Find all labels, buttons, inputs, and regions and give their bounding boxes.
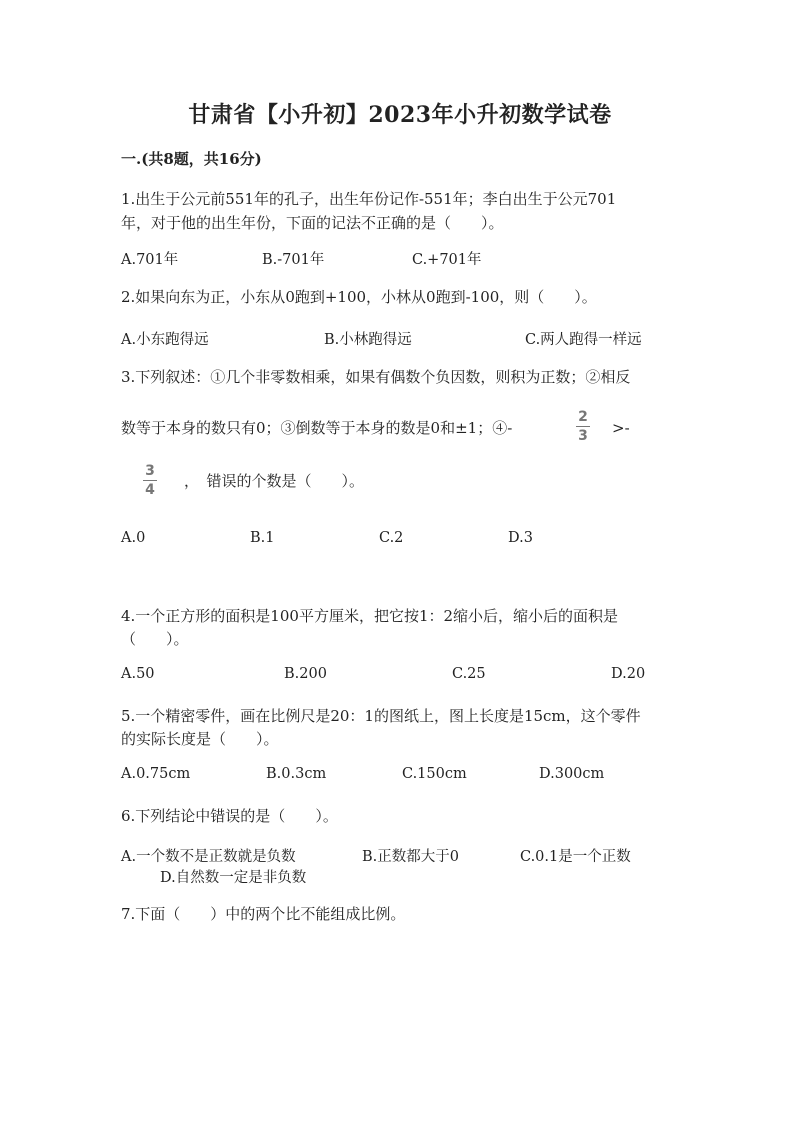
question-3-option-b: B.1 — [250, 530, 275, 546]
fraction-1-numerator: 2 — [578, 409, 588, 425]
question-5-option-b: B.0.3cm — [266, 766, 327, 782]
greater-than-minus: >- — [612, 419, 630, 437]
fraction-2-numerator: 3 — [145, 463, 155, 479]
question-6-option-b: B.正数都大于0 — [362, 849, 459, 865]
question-3-option-d: D.3 — [508, 530, 533, 546]
question-6-line-1: 6.下列结论中错误的是（ ）。 — [121, 807, 338, 825]
question-1-line-1: 1.出生于公元前551年的孔子，出生年份记作-551年；李白出生于公元701 — [121, 190, 617, 208]
question-1-option-c: C.+701年 — [412, 252, 482, 268]
question-5-option-c: C.150cm — [402, 766, 467, 782]
question-5-option-a: A.0.75cm — [121, 766, 191, 782]
question-5-line-1: 5.一个精密零件，画在比例尺是20：1的图纸上，图上长度是15cm，这个零件 — [121, 707, 641, 725]
question-2-option-a: A.小东跑得远 — [121, 332, 209, 348]
fraction-2-denominator: 4 — [145, 482, 155, 498]
fraction-1-bar — [576, 426, 590, 427]
question-6-option-a: A.一个数不是正数就是负数 — [121, 849, 296, 865]
question-3-line-2: 数等于本身的数只有0；③倒数等于本身的数是0和±1；④- — [121, 419, 513, 437]
question-2-option-c: C.两人跑得一样远 — [525, 332, 642, 348]
question-5-line-2: 的实际长度是（ ）。 — [121, 730, 279, 748]
fraction-1-denominator: 3 — [578, 428, 588, 444]
question-6-option-d: D.自然数一定是非负数 — [160, 870, 307, 886]
question-3-line-1: 3.下列叙述：①几个非零数相乘，如果有偶数个负因数，则积为正数；②相反 — [121, 368, 631, 386]
question-4-option-b: B.200 — [284, 666, 327, 682]
question-4-line-1: 4.一个正方形的面积是100平方厘米，把它按1：2缩小后，缩小后的面积是 — [121, 607, 619, 625]
question-3-option-c: C.2 — [379, 530, 404, 546]
question-1-option-a: A.701年 — [121, 252, 179, 268]
fraction-two-thirds — [575, 409, 591, 444]
question-4-option-c: C.25 — [452, 666, 486, 682]
fraction-three-quarters — [142, 463, 158, 498]
fraction-2-bar — [143, 480, 157, 481]
question-1-line-2: 年，对于他的出生年份，下面的记法不正确的是（ ）。 — [121, 214, 504, 232]
question-3-option-a: A.0 — [121, 530, 146, 546]
question-5-option-d: D.300cm — [539, 766, 605, 782]
question-3-line-3: ， 错误的个数是（ ）。 — [184, 472, 365, 490]
question-2-option-b: B.小林跑得远 — [324, 332, 412, 348]
question-6-option-c: C.0.1是一个正数 — [520, 849, 631, 865]
question-1-option-b: B.-701年 — [262, 252, 325, 268]
question-4-line-2: （ ）。 — [121, 630, 189, 648]
page-title: 甘肃省【小升初】2023年小升初数学试卷 — [188, 102, 612, 128]
question-7-line-1: 7.下面（ ）中的两个比不能组成比例。 — [121, 905, 406, 923]
section-heading: 一.(共8题，共16分) — [121, 150, 262, 168]
question-4-option-d: D.20 — [611, 666, 646, 682]
question-2-line-1: 2.如果向东为正，小东从0跑到+100，小林从0跑到-100，则（ ）。 — [121, 288, 597, 306]
question-4-option-a: A.50 — [121, 666, 155, 682]
